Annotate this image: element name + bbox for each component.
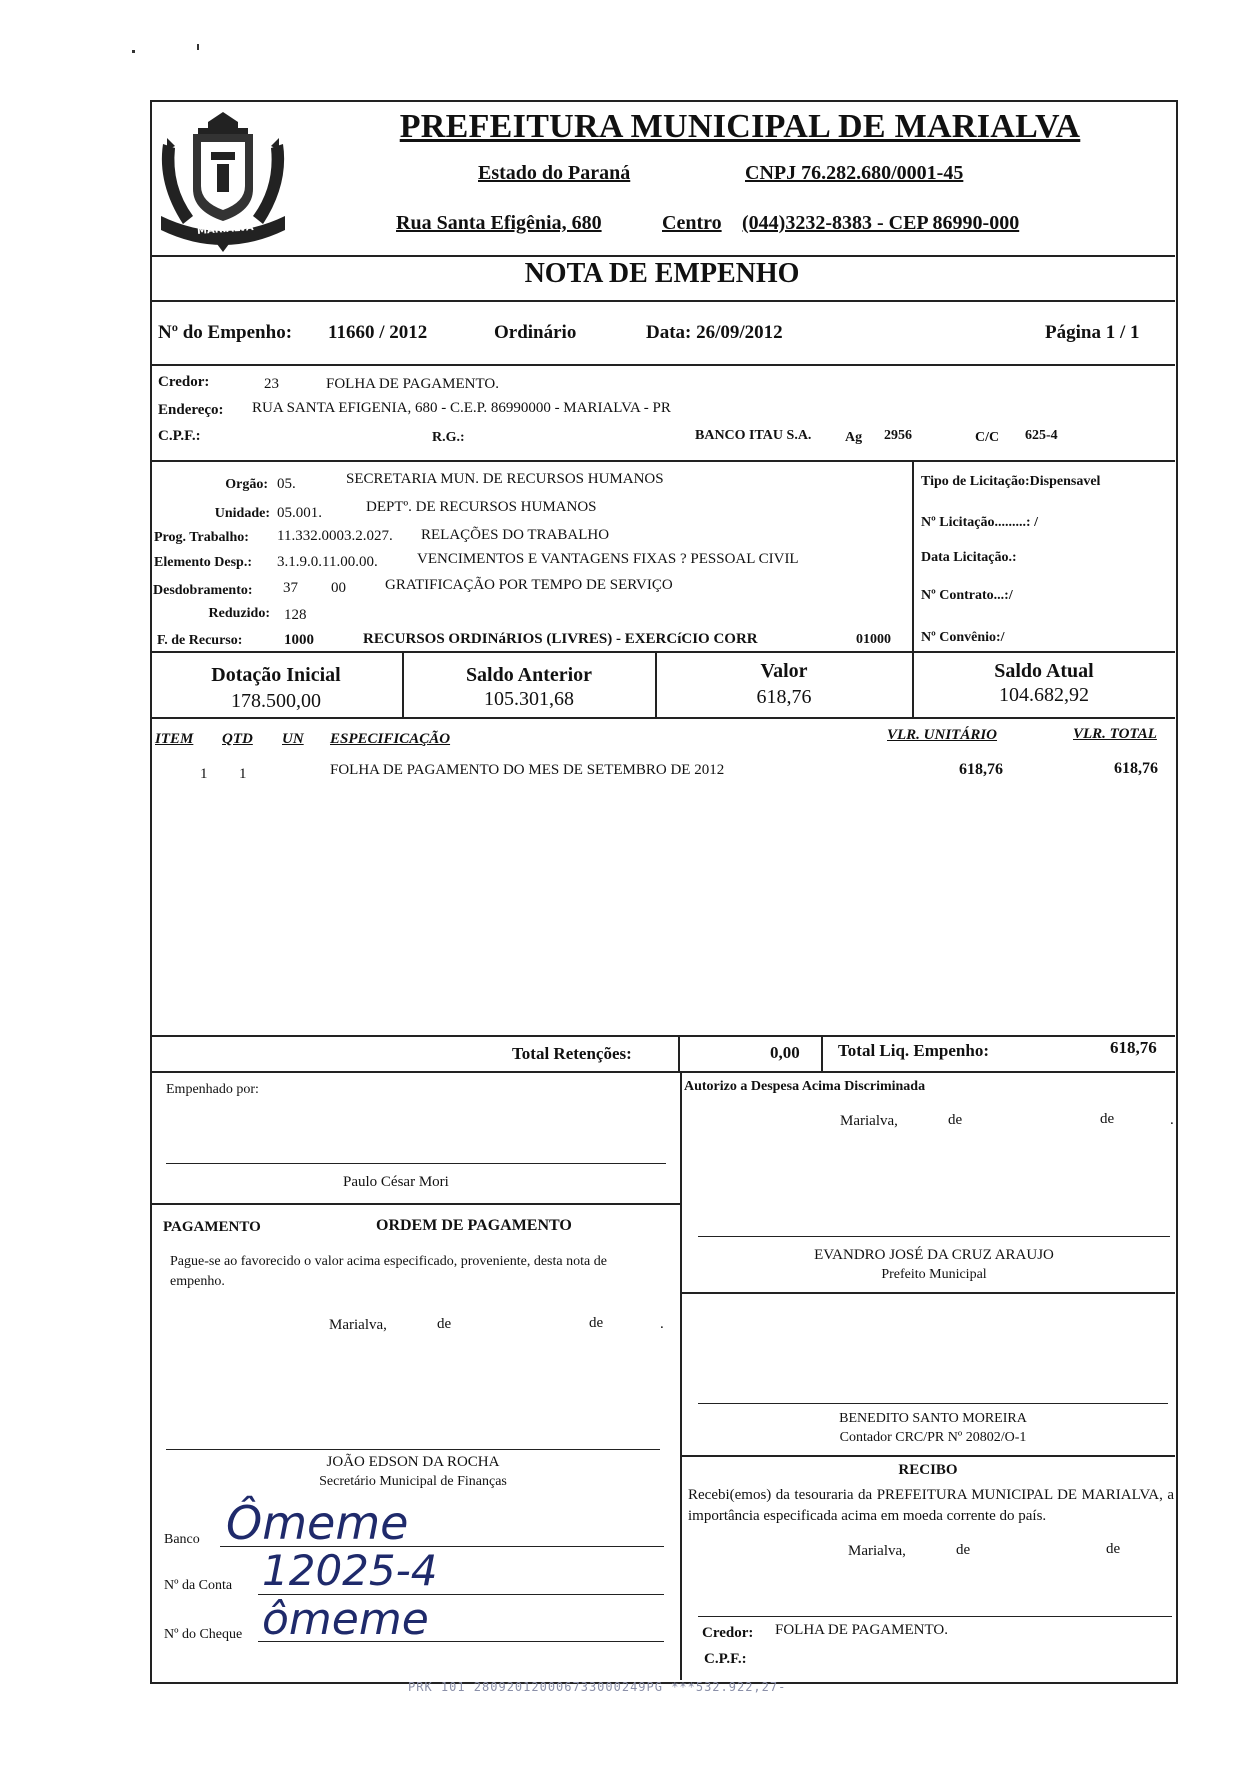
cheque-handwriting: ômeme [262, 1594, 429, 1645]
signature-line [166, 1163, 666, 1164]
col-especificacao: ESPECIFICAÇÃO [330, 731, 451, 747]
page-title: PREFEITURA MUNICIPAL DE MARIALVA [399, 108, 1081, 145]
contador-name: BENEDITO SANTO MOREIRA [839, 1411, 1027, 1426]
row-qtd: 1 [239, 766, 247, 782]
header-district: Centro [662, 212, 722, 234]
saldo-atual-label: Saldo Atual [994, 660, 1094, 682]
header-street: Rua Santa Efigênia, 680 [396, 212, 602, 234]
ag-label: Ag [845, 430, 863, 445]
elemento-label: Elemento Desp.: [154, 555, 252, 570]
address-label: Endereço: [158, 402, 224, 418]
desdobramento-label: Desdobramento: [153, 583, 253, 598]
licitacao-contrato: Nº Contrato...:/ [921, 588, 1013, 603]
banco-label: Banco [164, 1532, 200, 1547]
header-state: Estado do Paraná [478, 162, 631, 184]
divider [821, 1035, 823, 1071]
cc-value: 625-4 [1025, 428, 1058, 443]
elemento-code: 3.1.9.0.11.00.00. [277, 554, 378, 570]
credor-name: FOLHA DE PAGAMENTO. [326, 376, 499, 392]
divider [680, 1071, 682, 1680]
saldo-anterior-value: 105.301,68 [484, 688, 574, 710]
pagamento-city: Marialva, [329, 1317, 387, 1333]
ag-value: 2956 [884, 428, 912, 443]
conta-handwriting: 12025-4 [262, 1546, 438, 1595]
contador-role: Contador CRC/PR Nº 20802/O-1 [839, 1430, 1027, 1445]
divider [678, 1035, 680, 1071]
header-cnpj: CNPJ 76.282.680/0001-45 [745, 162, 964, 184]
divider [151, 364, 1175, 366]
secretario-role: Secretário Municipal de Finanças [319, 1474, 507, 1489]
header-phone-cep: (044)3232-8383 - CEP 86990-000 [742, 212, 1020, 234]
credor-label: Credor: [158, 374, 210, 390]
pagamento-de1: de [437, 1316, 452, 1332]
recibo-cpf-label: C.P.F.: [704, 1651, 747, 1667]
page-number: Página 1 / 1 [1045, 322, 1140, 343]
retencoes-value: 0,00 [770, 1043, 800, 1062]
valor-value: 618,76 [756, 686, 812, 708]
row-vlr-total: 618,76 [1114, 760, 1158, 777]
rg-label: R.G.: [432, 430, 465, 445]
recibo-de2: de [1106, 1541, 1121, 1557]
crest-logo [153, 104, 293, 254]
col-un: UN [282, 731, 304, 747]
ordem-title: ORDEM DE PAGAMENTO [376, 1217, 572, 1234]
bank-stamp: PRK 101 280920120006733000249PG ***532.922,27- [408, 1680, 787, 1694]
saldo-atual-value: 104.682,92 [999, 684, 1089, 706]
pagamento-dot: . [660, 1316, 664, 1332]
scan-speck [197, 44, 199, 50]
col-item: ITEM [155, 731, 194, 747]
licitacao-data: Data Licitação.: [921, 550, 1017, 565]
doc-title: NOTA DE EMPENHO [524, 258, 800, 289]
orgao-name: SECRETARIA MUN. DE RECURSOS HUMANOS [346, 471, 664, 487]
valor-label: Valor [760, 660, 808, 682]
pagamento-title: PAGAMENTO [163, 1219, 261, 1235]
unidade-label: Unidade: [214, 506, 270, 521]
cc-label: C/C [975, 430, 1000, 445]
orgao-label: Orgão: [225, 477, 268, 492]
autorizo-city: Marialva, [840, 1113, 898, 1129]
bank-name: BANCO ITAU S.A. [695, 428, 812, 443]
dotacao-label: Dotação Inicial [211, 664, 341, 686]
empenho-type: Ordinário [494, 322, 577, 343]
col-vlr-unitario: VLR. UNITÁRIO [887, 727, 998, 743]
secretario-name: JOÃO EDSON DA ROCHA [326, 1454, 500, 1470]
col-vlr-total: VLR. TOTAL [1073, 726, 1157, 742]
empenhado-name: Paulo César Mori [343, 1174, 449, 1190]
row-item: 1 [200, 766, 208, 782]
divider [151, 255, 1175, 257]
empenho-number: 11660 / 2012 [328, 322, 428, 343]
recurso-label: F. de Recurso: [157, 633, 243, 648]
divider [151, 300, 1175, 302]
prefeito-name: EVANDRO JOSÉ DA CRUZ ARAUJO [814, 1247, 1054, 1263]
recurso-code: 1000 [284, 632, 314, 648]
divider [151, 717, 1175, 719]
signature-line [698, 1403, 1168, 1404]
row-especificacao: FOLHA DE PAGAMENTO DO MES DE SETEMBRO DE 2012 [330, 762, 725, 778]
divider [151, 1071, 1175, 1073]
divider [912, 460, 914, 652]
recibo-city: Marialva, [848, 1543, 906, 1559]
autorizo-title: Autorizo a Despesa Acima Discriminada [684, 1079, 926, 1094]
pagamento-de2: de [589, 1315, 604, 1331]
scan-speck [132, 50, 135, 53]
recurso-sub: 01000 [856, 632, 891, 647]
signature-line [166, 1449, 660, 1450]
divider [681, 1292, 1175, 1294]
autorizo-de2: de [1100, 1111, 1115, 1127]
banco-handwriting: Ômeme [226, 1496, 409, 1550]
cheque-label: Nº do Cheque [164, 1627, 243, 1642]
recibo-credor-name: FOLHA DE PAGAMENTO. [775, 1622, 948, 1638]
recibo-credor-label: Credor: [702, 1625, 754, 1641]
desdobramento-name: GRATIFICAÇÃO POR TEMPO DE SERVIÇO [385, 577, 673, 593]
empenho-date: Data: 26/09/2012 [646, 322, 783, 343]
desdobramento-sub: 00 [331, 580, 346, 596]
reduzido-label: Reduzido: [208, 606, 270, 621]
cpf-label: C.P.F.: [158, 428, 201, 444]
signature-line [698, 1616, 1172, 1617]
credor-code: 23 [264, 376, 279, 392]
divider [151, 1035, 1175, 1037]
empenho-label: Nº do Empenho: [158, 322, 293, 343]
autorizo-de1: de [948, 1112, 963, 1128]
conta-label: Nº da Conta [164, 1578, 233, 1593]
signature-line [698, 1236, 1170, 1237]
retencoes-label: Total Retenções: [512, 1044, 632, 1063]
crest-banner-text: MARIALVA [196, 222, 254, 237]
liquido-label: Total Liq. Empenho: [838, 1041, 989, 1060]
divider [151, 1203, 681, 1205]
orgao-code: 05. [277, 476, 296, 492]
row-vlr-unitario: 618,76 [959, 761, 1003, 778]
prefeito-role: Prefeito Municipal [881, 1267, 987, 1282]
desdobramento-code: 37 [283, 580, 298, 596]
licitacao-convenio: Nº Convênio:/ [921, 630, 1005, 645]
autorizo-dot: . [1170, 1112, 1174, 1128]
recibo-title: RECIBO [898, 1462, 958, 1478]
divider [151, 651, 1175, 653]
prog-label: Prog. Trabalho: [154, 530, 249, 545]
saldo-anterior-label: Saldo Anterior [465, 664, 593, 686]
unidade-name: DEPTº. DE RECURSOS HUMANOS [366, 499, 597, 515]
divider [681, 1455, 1175, 1457]
reduzido-code: 128 [284, 607, 307, 623]
liquido-value: 618,76 [1110, 1038, 1157, 1057]
recurso-name: RECURSOS ORDINáRIOS (LIVRES) - EXERCíCIO CORR [363, 631, 758, 647]
empenhado-label: Empenhado por: [166, 1082, 259, 1097]
licitacao-numero: Nº Licitação.........: / [921, 515, 1038, 530]
recibo-de1: de [956, 1542, 971, 1558]
prog-code: 11.332.0003.2.027. [277, 528, 393, 544]
address-value: RUA SANTA EFIGENIA, 680 - C.E.P. 86990000 - MARIALVA - PR [252, 400, 671, 416]
prog-name: RELAÇÕES DO TRABALHO [421, 527, 610, 543]
col-qtd: QTD [222, 731, 253, 747]
pague-text: Pague-se ao favorecido o valor acima especificado, proveniente, desta nota de empenho. [170, 1254, 607, 1289]
recibo-text: Recebi(emos) da tesouraria da PREFEITURA MUNICIPAL DE MARIALVA, a importância especificada acima em moeda corrente do país. [688, 1487, 1174, 1524]
licitacao-tipo: Tipo de Licitação:Dispensavel [921, 474, 1101, 489]
unidade-code: 05.001. [277, 505, 322, 521]
divider [151, 460, 1175, 462]
dotacao-value: 178.500,00 [231, 690, 321, 712]
elemento-name: VENCIMENTOS E VANTAGENS FIXAS ? PESSOAL CIVIL [417, 551, 799, 567]
